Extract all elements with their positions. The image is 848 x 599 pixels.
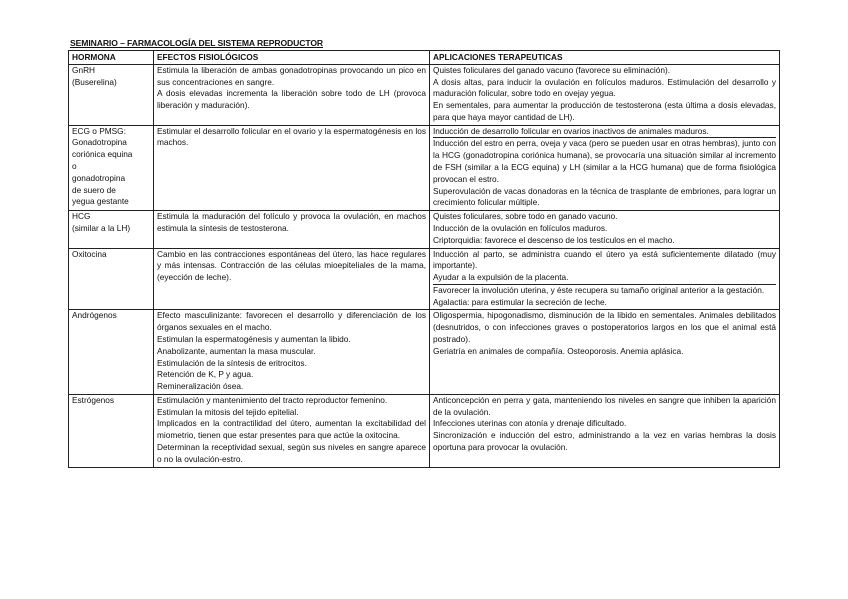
hormone-cell-line: Andrógenos	[72, 310, 117, 321]
hormone-cell	[69, 394, 154, 467]
effects-cell-line: Retención de K, P y agua.	[157, 369, 254, 380]
effects-cell	[154, 125, 430, 210]
applications-cell-line: Oligospermia, hipogonadismo, disminución de la libido en sementales. Animales debilitados (desnutridos, o con infecciones graves o postoperatorios largos en los que el animal está postrado).	[433, 310, 776, 344]
effects-cell-line: Determinan la receptividad sexual, según sus niveles en sangre aparece o no la ovulación-estro.	[157, 442, 426, 464]
table-body	[69, 64, 780, 467]
header-applications: APLICACIONES TERAPEUTICAS	[430, 51, 780, 65]
applications-cell	[430, 310, 780, 394]
effects-cell-line: Estimulación de la síntesis de eritrocitos.	[157, 357, 307, 368]
hormone-cell-line: Gonadotropina	[72, 137, 127, 148]
table-row	[69, 310, 780, 394]
effects-cell-line: Anabolizante, aumentan la masa muscular.	[157, 345, 316, 356]
applications-cell-line: Inducción del estro en perra, oveja y vaca (pero se pueden usar en otras hembras), junto con la HCG (gonadotropina coriónica humana), se provocaría una situación similar al incremento de FSH (similar a la ECG equina) y LH (similar a la HCG humana) que de forma fisiológica provocan el estro.	[433, 138, 776, 184]
effects-cell-line: Cambio en las contracciones espontáneas del útero, las hace regulares y más intensas. Contracción de las células mioepiteliales de la mama, (eyección de leche).	[157, 248, 426, 283]
effects-cell	[154, 211, 430, 248]
applications-cell	[430, 248, 780, 310]
effects-cell	[154, 64, 430, 125]
hormone-cell	[69, 64, 154, 125]
hormone-cell	[69, 211, 154, 248]
hormone-cell-line: (Buserelina)	[72, 76, 117, 87]
applications-cell-line: Agalactia: para estimular la secreción de leche.	[433, 296, 607, 307]
hormone-cell-line: GnRH	[72, 64, 96, 75]
effects-cell	[154, 394, 430, 467]
applications-cell-line: A dosis altas, para inducir la ovulación en folículos maduros. Estimulación del desarrollo y maduración folicular, sobre todo en ovejay yegua.	[433, 76, 776, 99]
applications-cell-line: Inducción al parto, se administra cuando el útero ya está suficientemente dilatado (muy importante).	[433, 248, 776, 271]
applications-cell-line: Sincronización e inducción del estro, administrando a la vez en varias hembras la dosis oportuna para provocar la ovulación.	[433, 430, 776, 452]
effects-cell-line: Efecto masculinizante: favorecen el desarrollo y diferenciación de los órganos sexuales en el macho.	[157, 310, 426, 333]
applications-cell-line: En sementales, para aumentar la producción de testosterona (esta última a dosis elevadas, para que haya mayor cantidad de LH).	[433, 100, 776, 122]
hormone-cell-line: coriónica equina	[72, 149, 133, 160]
header-effects: EFECTOS FISIOLÓGICOS	[154, 51, 430, 65]
effects-cell-line: Estimulación y mantenimiento del tracto reproductor femenino.	[157, 394, 388, 405]
hormone-cell-line: de suero de	[72, 184, 116, 195]
table-row	[69, 211, 780, 248]
applications-cell	[430, 125, 780, 210]
applications-cell	[430, 211, 780, 248]
effects-cell-line: Estimular el desarrollo folicular en el ovario y la espermatogénesis en los machos.	[157, 125, 426, 148]
pharmacology-table	[68, 50, 780, 468]
hormone-cell-line: ECG o PMSG:	[72, 125, 126, 136]
applications-cell-line: Geriatría en animales de compañía. Osteoporosis. Anemia aplásica.	[433, 345, 684, 356]
applications-cell-line: Anticoncepción en perra y gata, manteniendo los niveles en sangre que inhiben la aparición de la ovulación.	[433, 394, 776, 417]
hormone-cell	[69, 125, 154, 210]
hormone-cell-line: Oxitocina	[72, 248, 107, 259]
applications-cell	[430, 64, 780, 125]
applications-cell-line: Criptorquidia: favorece el descenso de los testículos en el macho.	[433, 234, 675, 245]
applications-cell-line: Favorecer la involución uterina, y éste recupera su tamaño original anterior a la gestación.	[433, 284, 776, 297]
table-header-row	[69, 51, 780, 65]
effects-cell-line: Estimulan la mitosis del tejido epitelial.	[157, 406, 299, 417]
hormone-cell-line: yegua gestante	[72, 196, 129, 207]
applications-cell-line: Inducción de la ovulación en folículos maduros.	[433, 222, 608, 233]
applications-cell-line: Superovulación de vacas donadoras en la técnica de trasplante de embriones, para lograr un crecimiento folicular múltiple.	[433, 185, 776, 208]
hormone-cell-line: Estrógenos	[72, 394, 114, 405]
hormone-cell-line: o	[72, 161, 77, 172]
table-row	[69, 394, 780, 467]
effects-cell-line: Estimula la liberación de ambas gonadotropinas provocando un pico en sus concentraciones en sangre.	[157, 64, 426, 87]
hormone-cell-line: (similar a la LH)	[72, 222, 131, 233]
effects-cell-line: Implicados en la contractilidad del útero, aumentan la excitabilidad del miometrio, tienen que estar presentes para que actúe la oxitocina.	[157, 418, 426, 441]
effects-cell	[154, 248, 430, 310]
hormone-cell	[69, 310, 154, 394]
hormone-cell-line: gonadotropina	[72, 172, 126, 183]
effects-cell-line: Estimula la maduración del folículo y provoca la ovulación, en machos estimula la síntesis de testosterona.	[157, 211, 426, 233]
applications-cell	[430, 394, 780, 467]
applications-cell-line: Inducción de desarrollo folicular en ovarios inactivos de animales maduros.	[433, 125, 709, 136]
applications-cell-line: Quistes foliculares del ganado vacuno (favorece su eliminación).	[433, 64, 671, 75]
applications-cell-line: Ayudar a la expulsión de la placenta.	[433, 272, 569, 283]
header-hormone: HORMONA	[69, 51, 154, 65]
table-row	[69, 64, 780, 125]
hormone-cell-line: HCG	[72, 211, 91, 222]
table-row	[69, 248, 780, 310]
applications-cell-line: Quistes foliculares, sobre todo en ganado vacuno.	[433, 211, 618, 222]
effects-cell	[154, 310, 430, 394]
table-row	[69, 125, 780, 210]
hormone-cell	[69, 248, 154, 310]
effects-cell-line: A dosis elevadas incrementa la liberación sobre todo de LH (provoca liberación y maduración).	[157, 88, 426, 111]
applications-cell-line: Infecciones uterinas con atonía y drenaje dificultado.	[433, 418, 627, 429]
effects-cell-line: Estimulan la espermatogénesis y aumentan la libido.	[157, 333, 351, 344]
document-title: SEMINARIO – FARMACOLOGÍA DEL SISTEMA REPRODUCTOR	[70, 38, 324, 48]
effects-cell-line: Remineralización ósea.	[157, 381, 244, 392]
